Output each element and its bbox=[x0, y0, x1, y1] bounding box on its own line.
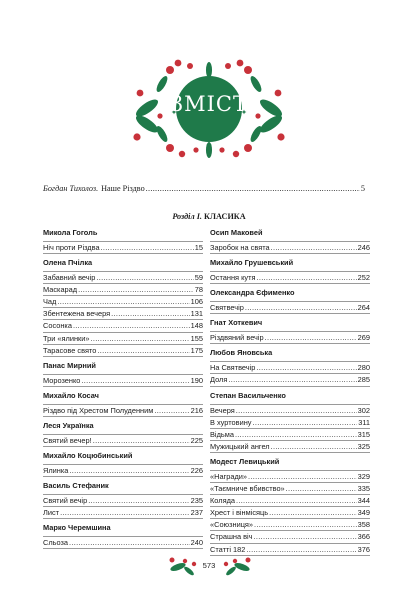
author-name: Марко Черемшина bbox=[43, 519, 203, 537]
leader-dots bbox=[271, 441, 357, 452]
entry-page: 252 bbox=[357, 273, 370, 283]
page-title: ЗМІСТ bbox=[170, 92, 248, 116]
entry-page: 175 bbox=[190, 345, 203, 355]
entry-title: Чад bbox=[43, 297, 57, 307]
author-name: Михайло Грушевський bbox=[210, 254, 370, 272]
prologue-title: Наше Різдво bbox=[101, 184, 145, 193]
leader-dots bbox=[252, 417, 357, 428]
leader-dots bbox=[245, 302, 357, 313]
berry bbox=[225, 63, 231, 69]
entry-title: Морозенко bbox=[43, 375, 81, 385]
entry-title: Святвечір bbox=[210, 303, 244, 313]
leader-dots bbox=[97, 345, 189, 356]
author-name: Михайло Косач bbox=[43, 387, 203, 405]
entry-title: Лист bbox=[43, 508, 60, 518]
toc-entry bbox=[210, 531, 370, 543]
entry-title: Сосонка bbox=[43, 321, 72, 331]
leader-dots bbox=[236, 405, 357, 416]
entry-page: 106 bbox=[190, 297, 203, 307]
toc-entry bbox=[43, 242, 203, 254]
entry-title: Збентежена вечеря bbox=[43, 309, 111, 319]
entry-title: Різдвяний вечір bbox=[210, 333, 264, 343]
entry-title: Ялинка bbox=[43, 466, 69, 476]
entry-page: 376 bbox=[357, 544, 370, 554]
berry bbox=[244, 144, 252, 152]
leader-dots bbox=[254, 531, 357, 542]
entry-page: 148 bbox=[190, 321, 203, 331]
toc-entry bbox=[210, 362, 370, 374]
leader-dots bbox=[154, 405, 189, 416]
author-name: Олена Пчілка bbox=[43, 254, 203, 272]
toc-entry bbox=[43, 495, 203, 507]
berry bbox=[237, 60, 244, 67]
author-name: Любов Яновська bbox=[210, 344, 370, 362]
leader-dots bbox=[60, 507, 190, 518]
toc-entry bbox=[43, 333, 203, 345]
leader-dots bbox=[69, 537, 190, 548]
entry-page: 285 bbox=[357, 375, 370, 385]
leader-dots bbox=[271, 242, 357, 253]
toc-entry bbox=[210, 507, 370, 519]
entry-title: Статті 182 bbox=[210, 544, 246, 554]
header-ornament bbox=[0, 0, 418, 170]
author-name: Гнат Хоткевич bbox=[210, 314, 370, 332]
entry-title: Забавний вечір bbox=[43, 273, 96, 283]
entry-title: Різдво під Хрестом Полуденним bbox=[43, 405, 154, 415]
entry-title: «Союзниця» bbox=[210, 520, 254, 530]
entry-page: 344 bbox=[357, 496, 370, 506]
entry-title: Мужицький ангел bbox=[210, 441, 270, 451]
leader-dots bbox=[256, 272, 356, 283]
toc-entry bbox=[43, 507, 203, 519]
entry-page: 311 bbox=[358, 417, 370, 427]
leader-dots bbox=[96, 272, 193, 283]
entry-page: 216 bbox=[190, 405, 203, 415]
toc-entry bbox=[210, 417, 370, 429]
berry bbox=[219, 147, 224, 152]
toc-entry bbox=[210, 242, 370, 254]
toc-entry bbox=[43, 537, 203, 549]
toc-entry bbox=[210, 495, 370, 507]
author-name: Осип Маковей bbox=[210, 228, 370, 242]
leader-dots bbox=[265, 332, 357, 343]
toc-entry bbox=[43, 345, 203, 357]
toc-entry bbox=[43, 272, 203, 284]
berry bbox=[277, 133, 284, 140]
entry-page: 190 bbox=[190, 375, 203, 385]
entry-title: Остання кутя bbox=[210, 273, 256, 283]
leader-dots bbox=[88, 495, 189, 506]
entry-page: 349 bbox=[357, 508, 370, 518]
berry bbox=[193, 147, 198, 152]
entry-title: «Таємниче вбивство» bbox=[210, 484, 285, 494]
entry-title: Святий вечір bbox=[43, 496, 88, 506]
entry-page: 237 bbox=[190, 508, 203, 518]
toc-column-right bbox=[210, 228, 370, 556]
entry-page: 302 bbox=[357, 405, 370, 415]
holly-leaf bbox=[249, 124, 264, 143]
toc-entry bbox=[210, 471, 370, 483]
entry-page: 280 bbox=[357, 363, 370, 373]
toc-entry bbox=[43, 320, 203, 332]
prologue-author: Богдан Тихолоз. bbox=[43, 184, 99, 193]
entry-page: 131 bbox=[190, 309, 203, 319]
berry bbox=[187, 63, 193, 69]
author-name: Василь Стефаник bbox=[43, 477, 203, 495]
author-name: Микола Гоголь bbox=[43, 228, 203, 242]
toc-entry bbox=[43, 435, 203, 447]
leader-dots bbox=[286, 483, 357, 494]
section-label: Розділ І. bbox=[172, 212, 202, 221]
berry bbox=[233, 151, 239, 157]
entry-page: 226 bbox=[190, 466, 203, 476]
berry bbox=[166, 66, 174, 74]
toc-entry bbox=[43, 405, 203, 417]
leader-dots bbox=[235, 429, 357, 440]
page-number: 573 bbox=[202, 561, 216, 570]
entry-page: 225 bbox=[190, 435, 203, 445]
toc-entry bbox=[43, 308, 203, 320]
entry-page: 329 bbox=[357, 471, 370, 481]
toc-column-left bbox=[43, 228, 203, 549]
leader-dots bbox=[78, 284, 194, 295]
berry bbox=[244, 66, 252, 74]
entry-title: Святий вечер! bbox=[43, 435, 92, 445]
toc-entry bbox=[210, 483, 370, 495]
prologue-entry bbox=[43, 184, 365, 193]
berry bbox=[179, 151, 185, 157]
entry-title: Ніч проти Різдва bbox=[43, 243, 100, 252]
toc-entry bbox=[210, 519, 370, 531]
leader-dots bbox=[236, 495, 357, 506]
author-name: Модест Левицький bbox=[210, 453, 370, 471]
entry-title: Тарасове свято bbox=[43, 345, 97, 355]
author-name: Михайло Коцюбинський bbox=[43, 447, 203, 465]
entry-title: Доля bbox=[210, 375, 228, 385]
entry-page: 269 bbox=[357, 333, 370, 343]
entry-page: 325 bbox=[357, 441, 370, 451]
toc-entry bbox=[210, 332, 370, 344]
leader-dots bbox=[57, 296, 189, 307]
author-name: Леся Українка bbox=[43, 417, 203, 435]
toc-entry bbox=[210, 374, 370, 386]
entry-title: Заробок на свята bbox=[210, 243, 270, 252]
entry-page: 366 bbox=[357, 532, 370, 542]
leader-dots bbox=[248, 471, 357, 482]
toc-entry bbox=[43, 296, 203, 308]
berry bbox=[175, 60, 182, 67]
entry-page: 358 bbox=[357, 520, 370, 530]
leader-dots bbox=[93, 435, 190, 446]
entry-page: 240 bbox=[190, 538, 203, 548]
leader-dots bbox=[246, 544, 356, 555]
toc-entry bbox=[43, 465, 203, 477]
leader-dots bbox=[73, 320, 190, 331]
toc-entry bbox=[210, 429, 370, 441]
author-name: Панас Мирний bbox=[43, 357, 203, 375]
entry-title: Колядa bbox=[210, 496, 235, 506]
leader-dots bbox=[146, 184, 360, 193]
holly-leaf bbox=[249, 74, 264, 93]
leader-dots bbox=[101, 242, 194, 253]
section-title: КЛАСИКА bbox=[203, 212, 246, 221]
toc-entry bbox=[43, 375, 203, 387]
entry-title: На Святвечір bbox=[210, 363, 256, 373]
leader-dots bbox=[111, 308, 190, 319]
entry-page: 59 bbox=[194, 273, 203, 283]
berry bbox=[133, 133, 140, 140]
toc-entry bbox=[210, 441, 370, 453]
entry-title: Сльоза bbox=[43, 538, 69, 548]
entry-title: Вечеря bbox=[210, 405, 235, 415]
berry bbox=[166, 144, 174, 152]
prologue-page: 5 bbox=[360, 184, 365, 193]
leader-dots bbox=[254, 519, 357, 530]
entry-page: 315 bbox=[357, 429, 370, 439]
author-name: Олександра Єфименко bbox=[210, 284, 370, 302]
entry-page: 264 bbox=[357, 303, 370, 313]
entry-page: 246 bbox=[357, 243, 370, 252]
entry-page: 155 bbox=[190, 333, 203, 343]
entry-title: Маскарад bbox=[43, 285, 78, 295]
toc-entry bbox=[43, 284, 203, 296]
leader-dots bbox=[91, 333, 190, 344]
leader-dots bbox=[228, 374, 356, 385]
entry-title: Три «ялинки» bbox=[43, 333, 90, 343]
leader-dots bbox=[69, 465, 189, 476]
entry-title: Відьма bbox=[210, 429, 234, 439]
toc-entry bbox=[210, 302, 370, 314]
toc-entry bbox=[210, 272, 370, 284]
entry-title: Хрест і вінмісяць bbox=[210, 508, 269, 518]
holly-leaf bbox=[155, 124, 170, 143]
holly-leaf bbox=[155, 74, 170, 93]
entry-page: 15 bbox=[194, 243, 203, 252]
toc-entry bbox=[210, 405, 370, 417]
entry-title: «Награди» bbox=[210, 471, 248, 481]
leader-dots bbox=[256, 362, 356, 373]
entry-page: 335 bbox=[357, 484, 370, 494]
entry-title: В хуртовину bbox=[210, 417, 252, 427]
section-heading bbox=[0, 212, 418, 221]
entry-page: 235 bbox=[190, 496, 203, 506]
entry-page: 78 bbox=[194, 285, 203, 295]
leader-dots bbox=[269, 507, 357, 518]
holly-wreath-ornament bbox=[0, 0, 418, 170]
author-name: Степан Васильченко bbox=[210, 387, 370, 405]
entry-title: Страшна віч bbox=[210, 532, 253, 542]
leader-dots bbox=[81, 375, 189, 386]
